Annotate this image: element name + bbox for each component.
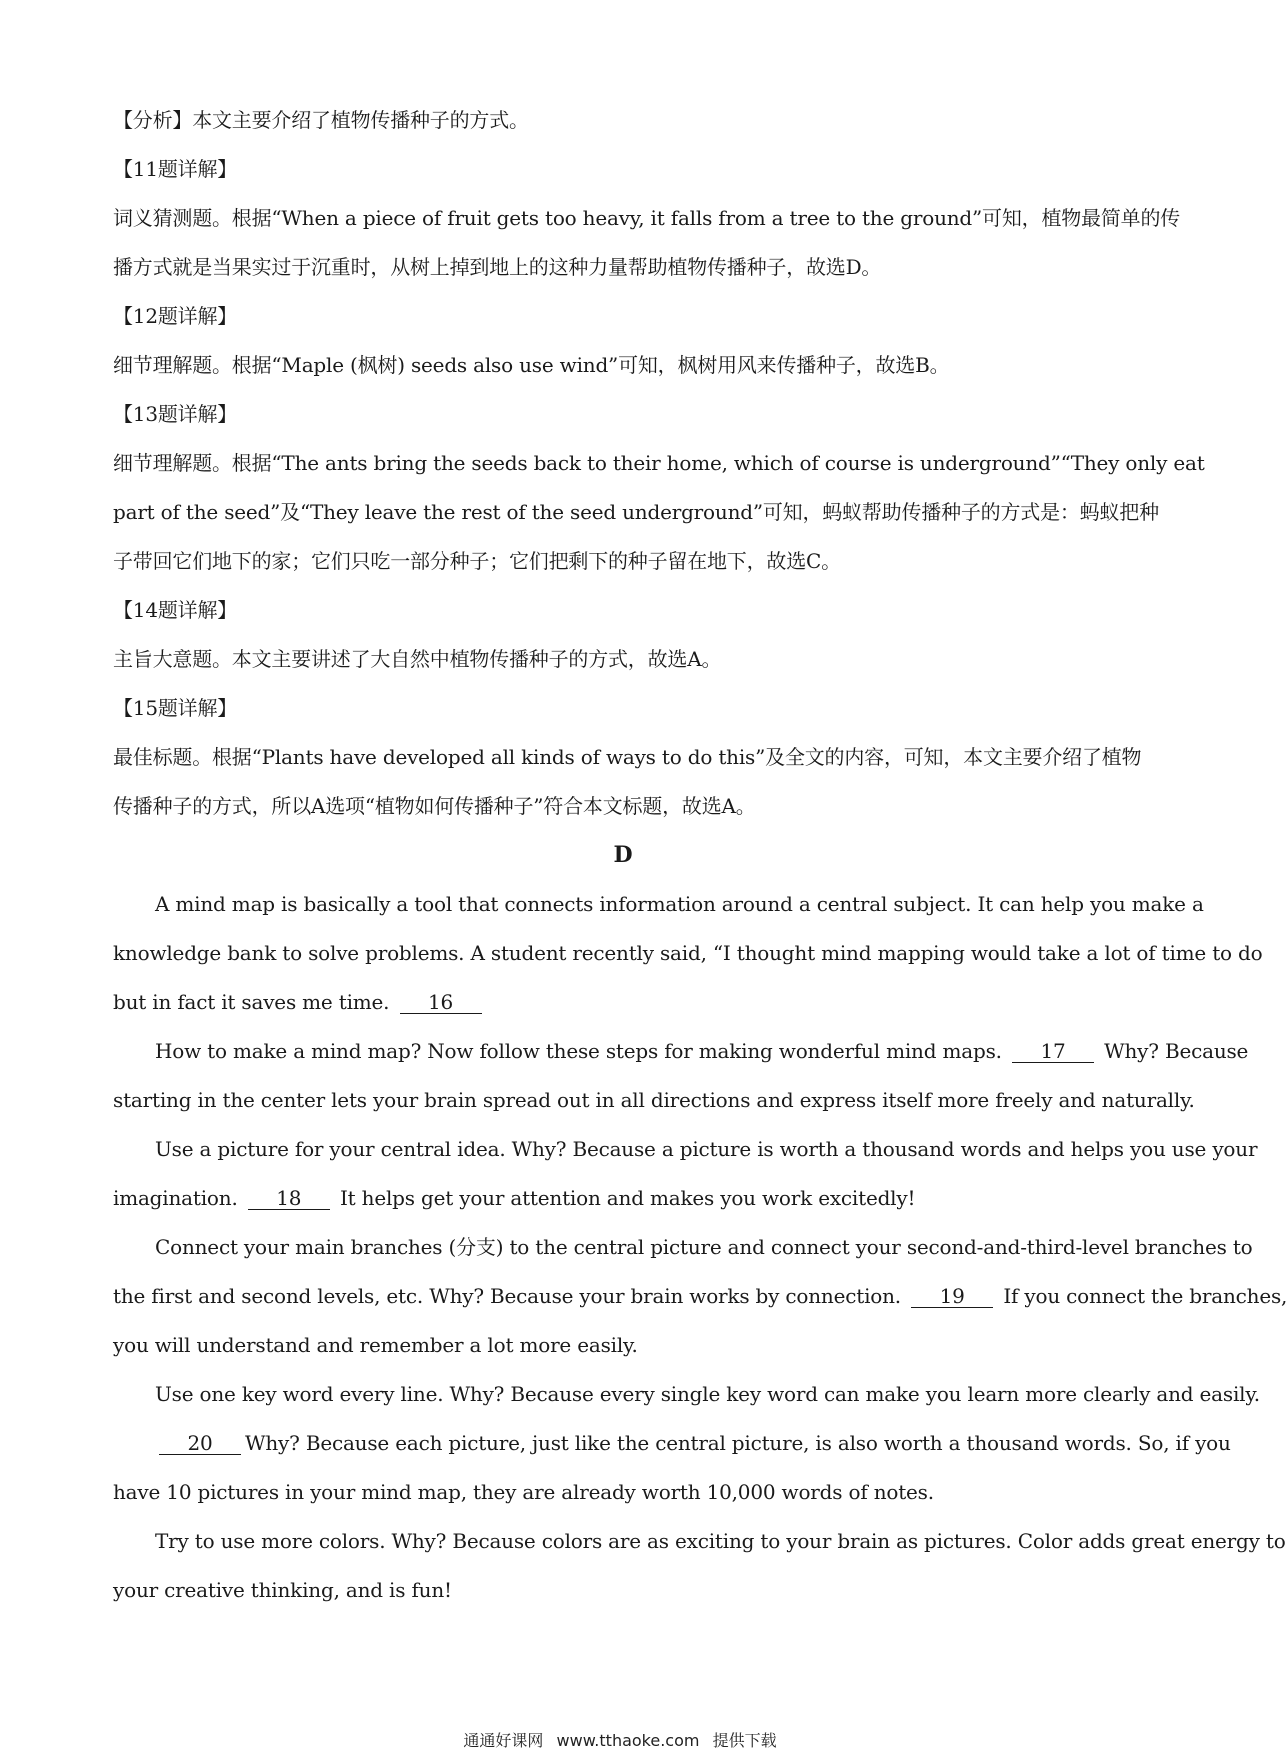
q13-explanation-line: 细节理解题。根据“The ants bring the seeds back to their home, which of course is underground”“They only eat xyxy=(113,451,1205,475)
section-title: D xyxy=(613,842,633,868)
q13-explanation-line: 子带回它们地下的家；它们只吃一部分种子；它们把剩下的种子留在地下，故选C。 xyxy=(113,549,841,573)
passage-line xyxy=(113,978,1133,1027)
blank-18: 18 xyxy=(248,1187,330,1210)
q11-heading: 【11题详解】 xyxy=(113,157,238,181)
passage-line xyxy=(113,1419,1231,1468)
passage-line: knowledge bank to solve problems. A student recently said, “I thought mind mapping would take a lot of time to do xyxy=(113,941,1263,965)
passage-line xyxy=(113,1174,1133,1223)
passage-line xyxy=(113,1027,1249,1076)
passage-line: Connect your main branches (分支) to the central picture and connect your second-and-third-level branches to xyxy=(155,1235,1253,1259)
q14-heading: 【14题详解】 xyxy=(113,598,238,622)
passage-line: have 10 pictures in your mind map, they are already worth 10,000 words of notes. xyxy=(113,1480,934,1504)
q15-explanation-line: 最佳标题。根据“Plants have developed all kinds of ways to do this”及全文的内容，可知，本文主要介绍了植物 xyxy=(113,745,1142,769)
passage-text: the first and second levels, etc. Why? Because your brain works by connection. xyxy=(113,1284,901,1308)
q15-heading: 【15题详解】 xyxy=(113,696,238,720)
q14-explanation-line: 主旨大意题。本文主要讲述了大自然中植物传播种子的方式，故选A。 xyxy=(113,647,722,671)
analysis-summary: 【分析】本文主要介绍了植物传播种子的方式。 xyxy=(113,108,529,132)
blank-19: 19 xyxy=(911,1285,993,1308)
passage-line: Try to use more colors. Why? Because colors are as exciting to your brain as pictures. Color adds great energy to xyxy=(155,1529,1286,1553)
passage-line: A mind map is basically a tool that connects information around a central subject. It can help you make a xyxy=(155,892,1204,916)
q12-heading: 【12题详解】 xyxy=(113,304,238,328)
footer-url[interactable]: www.tthaoke.com xyxy=(556,1731,700,1750)
passage-text: How to make a mind map? Now follow these steps for making wonderful mind maps. xyxy=(155,1039,1002,1063)
footer-suffix: 提供下载 xyxy=(712,1731,777,1750)
passage-line: Use a picture for your central idea. Why? Because a picture is worth a thousand words and helps you use your xyxy=(155,1137,1258,1161)
q13-explanation-line: part of the seed”及“They leave the rest of the seed underground”可知，蚂蚁帮助传播种子的方式是：蚂蚁把种 xyxy=(113,500,1159,524)
q12-explanation-line: 细节理解题。根据“Maple (枫树) seeds also use wind”可知，枫树用风来传播种子，故选B。 xyxy=(113,353,950,377)
passage-line xyxy=(113,1272,1287,1321)
passage-line: you will understand and remember a lot more easily. xyxy=(113,1333,638,1357)
passage-text: Why? Because xyxy=(1104,1039,1249,1063)
passage-text: It helps get your attention and makes you work excitedly! xyxy=(339,1186,916,1210)
q13-heading: 【13题详解】 xyxy=(113,402,238,426)
passage-text: imagination. xyxy=(113,1186,238,1210)
passage-line: Use one key word every line. Why? Because every single key word can make you learn more clearly and easily. xyxy=(155,1382,1260,1406)
page-footer xyxy=(0,1728,1240,1751)
blank-16: 16 xyxy=(400,991,482,1014)
document-page xyxy=(113,96,1287,1615)
passage-line: your creative thinking, and is fun! xyxy=(113,1578,452,1602)
passage-line: starting in the center lets your brain spread out in all directions and express itself more freely and naturally. xyxy=(113,1088,1195,1112)
blank-17: 17 xyxy=(1012,1040,1094,1063)
q11-explanation-line: 播方式就是当果实过于沉重时，从树上掉到地上的这种力量帮助植物传播种子，故选D。 xyxy=(113,255,882,279)
footer-site-name: 通通好课网 xyxy=(463,1731,544,1750)
passage-text: If you connect the branches, xyxy=(1003,1284,1287,1308)
q15-explanation-line: 传播种子的方式，所以A选项“植物如何传播种子”符合本文标题，故选A。 xyxy=(113,794,756,818)
passage-text: but in fact it saves me time. xyxy=(113,990,390,1014)
passage-text: Why? Because each picture, just like the central picture, is also worth a thousand words. So, if you xyxy=(245,1431,1231,1455)
blank-20: 20 xyxy=(159,1432,241,1455)
q11-explanation-line: 词义猜测题。根据“When a piece of fruit gets too heavy, it falls from a tree to the ground”可知，植物最简单的传 xyxy=(113,206,1181,230)
